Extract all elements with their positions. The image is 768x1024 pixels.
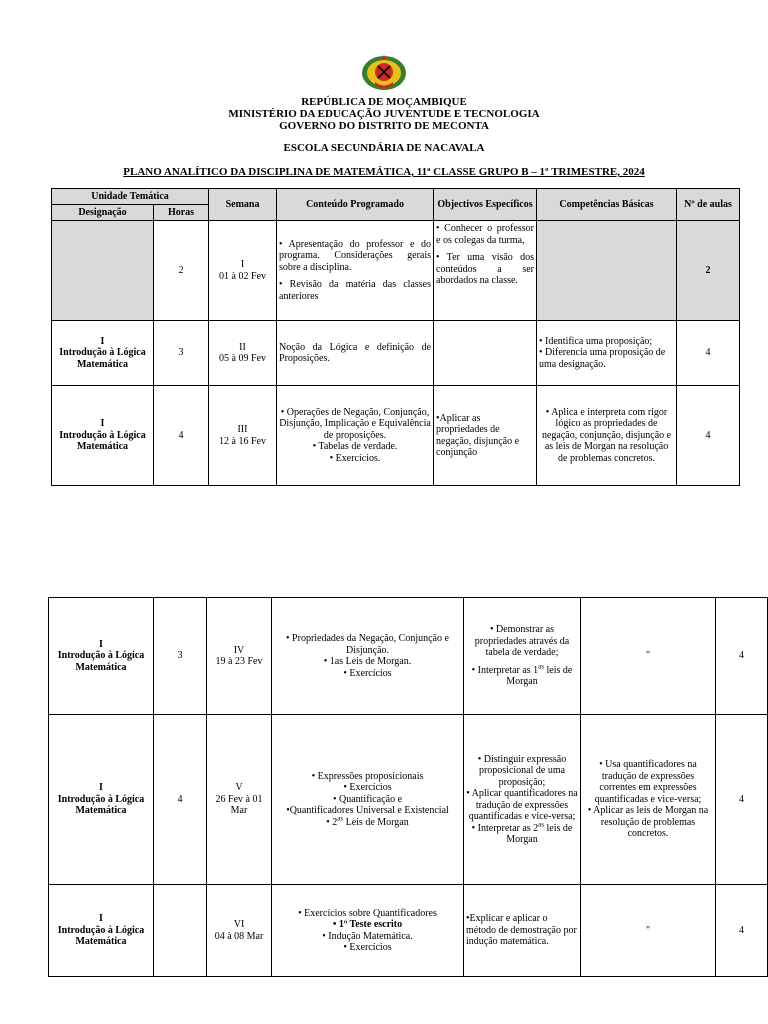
conteudo-cell <box>272 598 464 715</box>
school-name: ESCOLA SECUNDÁRIA DE NACAVALA <box>283 142 485 154</box>
competencias-cell <box>537 386 677 486</box>
unidade-number: I <box>100 418 105 430</box>
semana-cell <box>209 386 277 486</box>
col-header-semana: Semana <box>209 189 277 221</box>
unidade-number: I <box>99 638 103 650</box>
conteudo-item: • Propriedades da Negação, Conjunção e Disjunção. <box>286 633 449 656</box>
conteudo-item: • Operações de Negação, Conjunção, Disjunção, Implicação e Equivalência de proposições. <box>279 406 431 441</box>
semana-date: 26 Fev à 01 Mar <box>215 793 263 817</box>
col-header-aulas: Nº de aulas <box>677 189 740 221</box>
conteudo-item: •Quantificadores Universal e Existencial <box>286 805 449 817</box>
semana-number: VI <box>233 919 245 930</box>
competencias-cell: " <box>581 885 716 977</box>
conteudo-cell <box>272 715 464 885</box>
aulas-cell: 4 <box>677 386 740 486</box>
table-row <box>52 221 740 321</box>
competencias-cell: " <box>581 598 716 715</box>
objectivos-cell <box>464 598 581 715</box>
competencias-cell <box>537 221 677 321</box>
objectivo-item: • Interpretar as $2^{as}$ leis de Morgan <box>471 820 573 845</box>
semana-cell <box>209 221 277 321</box>
semana-number: III <box>237 424 248 435</box>
conteudo-item: • Quantificação e <box>332 793 403 805</box>
semana-date: 19 à 23 Fev <box>215 656 263 667</box>
semana-number: V <box>235 782 243 794</box>
semana-date: 04 à 08 Mar <box>214 930 264 942</box>
unidade-name: Introdução à Lógica Matemática <box>59 429 146 453</box>
horas-cell: 2 <box>154 221 209 321</box>
conteudo-item: • Indução Matemática. <box>322 930 413 942</box>
table-header-row <box>52 189 740 205</box>
objectivos-cell <box>434 221 537 321</box>
horas-cell: 3 <box>154 321 209 386</box>
objectivos-cell <box>464 885 581 977</box>
district-heading: GOVERNO DO DISTRITO DE MECONTA <box>279 120 489 132</box>
aulas-cell: 4 <box>716 598 768 715</box>
table-row <box>49 598 768 715</box>
conteudo-item: • Exercícios <box>343 782 392 794</box>
conteudo-item: • Exercícios <box>343 667 392 679</box>
objectivo-item: • Distinguir expressão proposicional de uma proposição; <box>477 753 567 788</box>
ministry-heading: MINISTÉRIO DA EDUCAÇÃO JUVENTUDE E TECNOLOGIA <box>228 108 540 120</box>
competencia-item: • Diferencia uma proposição de uma designação. <box>539 347 666 370</box>
designacao-cell <box>52 321 154 386</box>
competencias-cell <box>581 715 716 885</box>
document-title: PLANO ANALÍTICO DA DISCIPLINA DE MATEMÁTICA, 11ª CLASSE GRUPO B – 1º TRIMESTRE, 2024 <box>123 166 645 178</box>
conteudo-item: • Exercícios. <box>329 452 381 464</box>
objectivo-item: • Conhecer o professor e os colegas da turma, <box>436 223 535 246</box>
semana-number: I <box>240 259 245 270</box>
unidade-name: Introdução à Lógica Matemática <box>57 650 145 673</box>
semana-date: 01 à 02 Fev <box>219 270 266 282</box>
competencia-item: • Aplica e interpreta com rigor lógico as propriedades de negação, conjunção, disjunção e as leis de Morgan na resolução de problemas concretos. <box>541 406 672 464</box>
objectivo-item: • Interpretar as $1^{as}$ leis de Morgan <box>471 662 573 688</box>
table-row <box>52 321 740 386</box>
conteudo-cell <box>277 386 434 486</box>
semana-number: II <box>239 341 246 353</box>
horas-cell: 4 <box>154 386 209 486</box>
aulas-cell: 4 <box>677 321 740 386</box>
coat-of-arms-emblem <box>359 52 409 92</box>
conteudo-cell <box>277 221 434 321</box>
aulas-cell: 2 <box>677 221 740 321</box>
col-header-designacao: Designação <box>52 205 154 221</box>
semana-cell <box>207 598 272 715</box>
col-header-unidade: Unidade Temática <box>52 189 209 205</box>
unidade-name: Introdução à Lógica Matemática <box>57 924 145 948</box>
objectivos-cell <box>464 715 581 885</box>
col-header-horas: Horas <box>154 205 209 221</box>
competencia-item: • Aplicar as leis de Morgan na resolução de problemas concretos. <box>587 805 709 840</box>
semana-number: IV <box>233 644 245 656</box>
unidade-name: Introdução à Lógica Matemática <box>59 347 146 370</box>
unidade-name: Introdução à Lógica Matemática <box>57 793 145 817</box>
competencias-cell <box>537 321 677 386</box>
conteudo-item: • Apresentação do professor e do programa. Considerações gerais sobre a disciplina. <box>279 238 432 273</box>
conteudo-item: • Tabelas de verdade. <box>312 441 398 453</box>
plan-table-1 <box>51 188 740 486</box>
objectivos-cell <box>434 386 537 486</box>
semana-date: 05 à 09 Fev <box>219 353 266 364</box>
aulas-cell: 4 <box>716 715 768 885</box>
conteudo-item: • Exercícios <box>343 942 392 953</box>
competencia-item: • Usa quantificadores na tradução de expressões correntes em expressões quantificadas e vice-versa; <box>594 759 702 805</box>
unidade-number: I <box>99 782 103 794</box>
designacao-cell <box>52 386 154 486</box>
plan-table-2 <box>48 597 768 977</box>
conteudo-item: • 1º Teste escrito <box>332 919 403 930</box>
unidade-number: I <box>100 335 105 347</box>
designacao-cell <box>49 598 154 715</box>
col-header-conteudo: Conteúdo Programado <box>277 189 434 221</box>
unidade-number: I <box>99 913 103 925</box>
conteudo-item: • $2^{as}$ Leis de Morgan <box>326 814 409 828</box>
table-row <box>52 386 740 486</box>
semana-cell <box>207 715 272 885</box>
semana-date: 12 à 16 Fev <box>219 435 266 447</box>
conteudo-cell <box>277 321 434 386</box>
objectivo-item: • Ter uma visão dos conteúdos a ser abordados na classe. <box>436 252 535 286</box>
designacao-cell <box>49 885 154 977</box>
horas-cell <box>154 885 207 977</box>
horas-cell: 4 <box>154 715 207 885</box>
conteudo-item: Noção da Lógica e definição de Proposições. <box>279 341 432 364</box>
horas-cell: 3 <box>154 598 207 715</box>
col-header-competencias: Competências Básicas <box>537 189 677 221</box>
competencia-item: • Identifica uma proposição; <box>539 335 653 347</box>
aulas-cell: 4 <box>716 885 768 977</box>
table-row <box>49 885 768 977</box>
conteudo-item: • Expressões proposicionais <box>311 770 424 782</box>
conteudo-item: • Revisão da matéria das classes anteriores <box>279 279 432 302</box>
semana-cell <box>207 885 272 977</box>
col-header-objectivos: Objectivos Específicos <box>434 189 537 221</box>
conteudo-item: • 1as Leis de Morgan. <box>323 656 412 667</box>
objectivos-cell <box>434 321 537 386</box>
objectivo-item: • Aplicar quantificadores na tradução de expressões quantificadas e vice-versa; <box>466 788 578 822</box>
table-row <box>49 715 768 885</box>
semana-cell <box>209 321 277 386</box>
designacao-cell <box>49 715 154 885</box>
objectivo-item: • Demonstrar as propriedades através da tabela de verdade; <box>474 624 570 659</box>
objectivo-item: •Explicar e aplicar o método de demostração por indução matemática. <box>466 913 577 948</box>
republic-heading: REPÚBLICA DE MOÇAMBIQUE <box>301 96 467 108</box>
designacao-cell <box>52 221 154 321</box>
conteudo-cell <box>272 885 464 977</box>
conteudo-item: • Exercícios sobre Quantificadores <box>298 907 437 919</box>
objectivo-item: •Aplicar as propriedades de negação, disjunção e conjunção <box>436 412 520 458</box>
